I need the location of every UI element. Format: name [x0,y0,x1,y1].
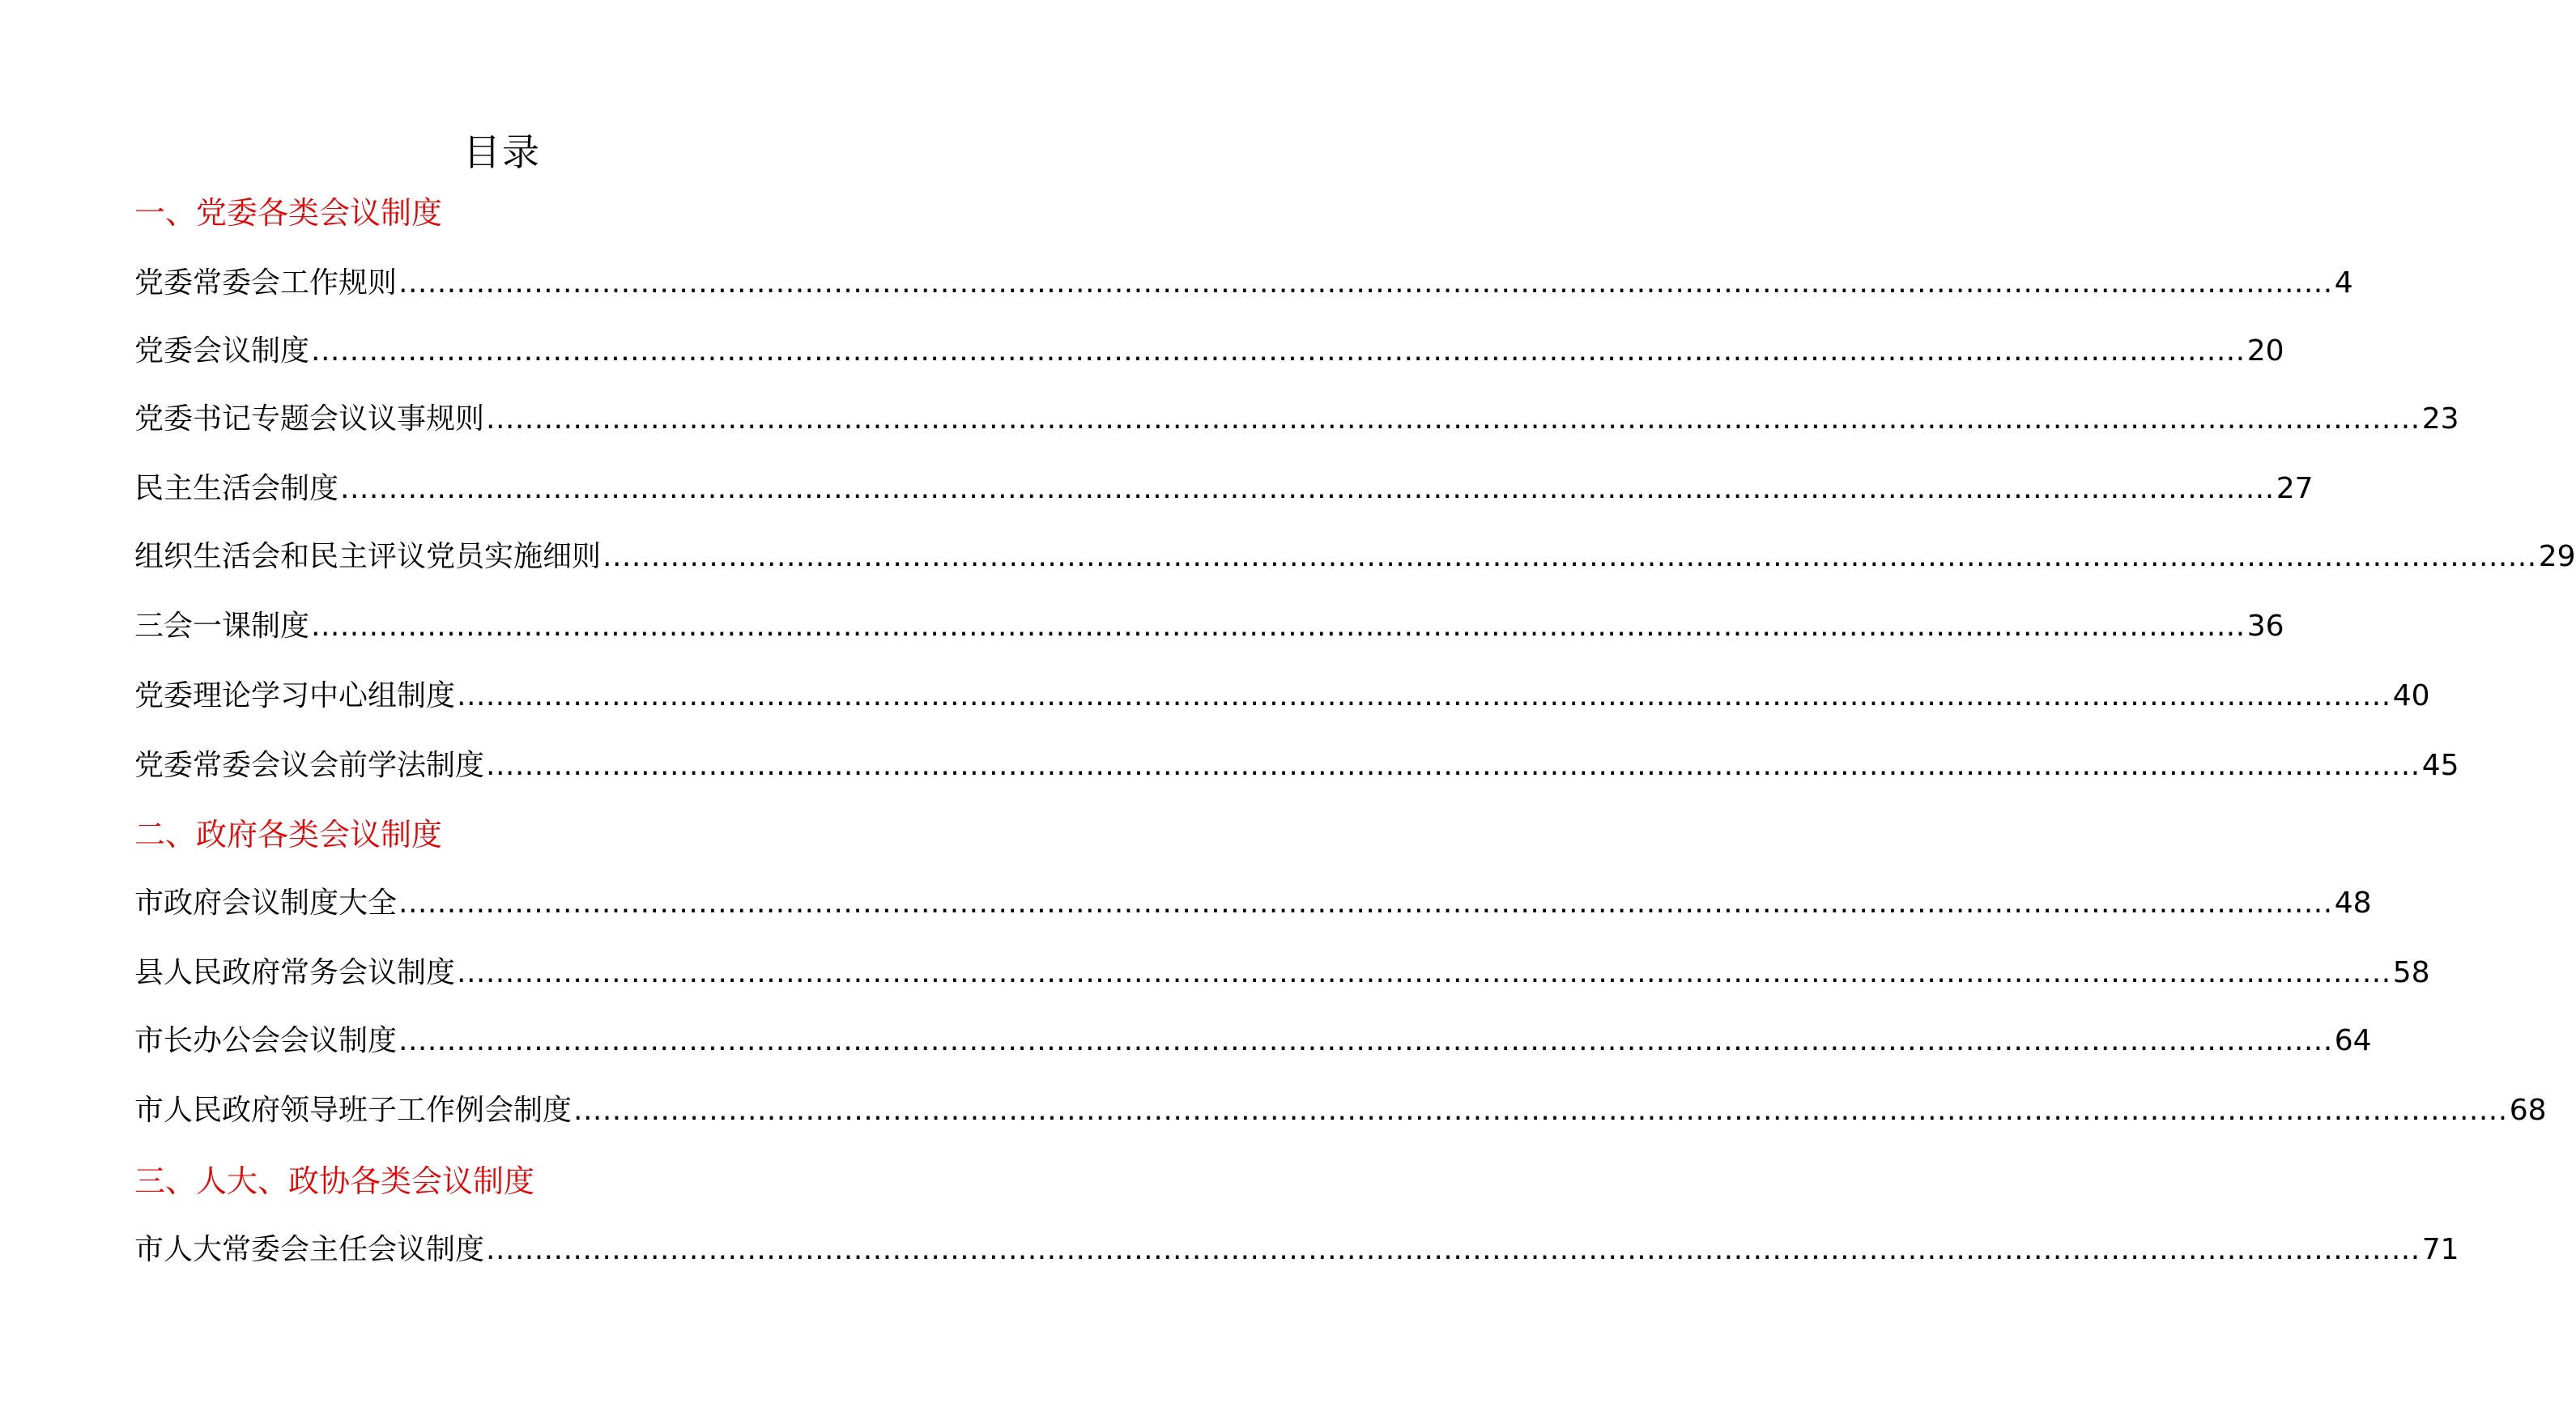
toc-entry-page: 4 [2334,266,2353,300]
section-heading-government: 二、政府各类会议制度 [134,817,443,852]
dot-leader: ........................................................................................................................................................................................................ [486,1233,2421,1266]
dot-leader: ........................................................................................................................................................................................................ [398,1024,2333,1057]
toc-entry[interactable] [134,400,2459,439]
toc-entry-page: 23 [2421,402,2459,436]
dot-leader: ........................................................................................................................................................................................................ [311,610,2246,643]
toc-entry[interactable] [134,746,2459,785]
dot-leader: ........................................................................................................................................................................................................ [457,956,2391,989]
toc-entry-title: 市政府会议制度大全 [134,886,398,920]
toc-entry[interactable] [134,470,2314,508]
toc-entry-title: 市人大常委会主任会议制度 [134,1233,485,1266]
toc-entry-title: 组织生活会和民主评议党员实施细则 [134,540,602,573]
toc-entry[interactable] [134,1091,2547,1130]
toc-entry-page: 45 [2421,749,2459,782]
toc-entry-title: 三会一课制度 [134,610,310,643]
dot-leader: ........................................................................................................................................................................................................ [486,749,2421,782]
toc-entry-page: 68 [2509,1094,2547,1127]
toc-entry[interactable] [134,264,2353,303]
toc-entry-page: 48 [2334,886,2372,920]
toc-entry-page: 71 [2421,1233,2459,1266]
toc-entry-title: 党委理论学习中心组制度 [134,679,456,712]
dot-leader: ........................................................................................................................................................................................................ [398,266,2333,300]
toc-entry-page: 27 [2276,472,2314,505]
dot-leader: ........................................................................................................................................................................................................ [398,886,2333,920]
toc-entry-title: 党委会议制度 [134,334,310,368]
dot-leader: ........................................................................................................................................................................................................ [340,472,2275,505]
toc-entry[interactable] [134,954,2430,993]
toc-entry[interactable] [134,677,2430,716]
toc-entry[interactable] [134,884,2372,923]
dot-leader: ........................................................................................................................................................................................................ [311,334,2246,368]
dot-leader: ........................................................................................................................................................................................................ [573,1094,2508,1127]
toc-entry-title: 县人民政府常务会议制度 [134,956,456,989]
dot-leader: ........................................................................................................................................................................................................ [486,402,2421,436]
dot-leader: ........................................................................................................................................................................................................ [602,540,2537,573]
page-title: 目录 [463,130,541,174]
toc-entry[interactable] [134,1022,2372,1061]
dot-leader: ........................................................................................................................................................................................................ [457,679,2391,712]
section-heading-congress-cppcc: 三、人大、政协各类会议制度 [134,1163,535,1199]
toc-entry-title: 党委常委会议会前学法制度 [134,749,485,782]
toc-entry-page: 29 [2538,540,2576,573]
section-heading-party: 一、党委各类会议制度 [134,195,443,231]
toc-entry-page: 58 [2392,956,2430,989]
toc-entry-page: 64 [2334,1024,2372,1057]
toc-entry[interactable] [134,1231,2459,1269]
toc-entry-page: 40 [2392,679,2430,712]
toc-entry-title: 党委书记专题会议议事规则 [134,402,485,436]
toc-entry[interactable] [134,332,2284,371]
toc-entry-title: 市人民政府领导班子工作例会制度 [134,1094,573,1127]
toc-entry[interactable] [134,538,2576,576]
toc-entry[interactable] [134,607,2284,646]
toc-entry-title: 民主生活会制度 [134,472,339,505]
toc-entry-page: 20 [2246,334,2284,368]
toc-entry-title: 市长办公会会议制度 [134,1024,398,1057]
toc-entry-title: 党委常委会工作规则 [134,266,398,300]
toc-entry-page: 36 [2246,610,2284,643]
